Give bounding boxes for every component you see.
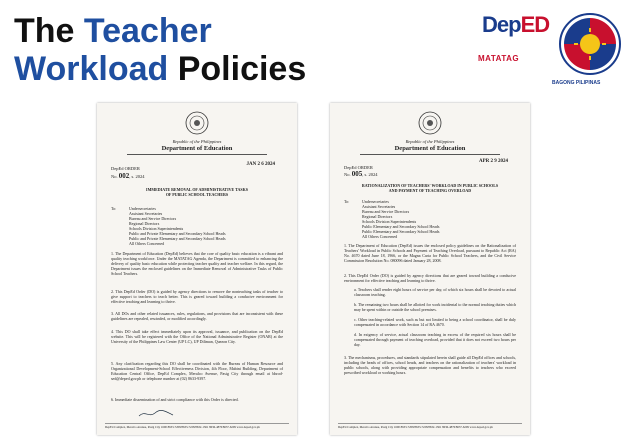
title-line-1 xyxy=(14,12,306,50)
order-number-prefix: No. xyxy=(344,172,351,177)
recipient: Assistant Secretaries xyxy=(362,204,396,209)
paragraph-4: 4. This DO shall take effect immediately upon its approval, issuance, and publication on the DepEd website. This will be registered with the Office of the National Administrative Register (ONAR) at the University of the Philippines Law Center (UP LC), UP Diliman, Quezon City. xyxy=(111,329,283,344)
deped-logo-text-b: ED xyxy=(520,12,550,37)
signature-mark xyxy=(137,409,177,419)
recipient: Regional Directors xyxy=(362,214,393,219)
recipient: All Others Concerned xyxy=(129,241,165,246)
order-year: , s. 2024 xyxy=(129,174,145,179)
order-subject-line-2: AND PAYMENT OF TEACHING OVERLOAD xyxy=(388,188,472,193)
item-d: d. In exigency of service, actual classroom teaching in excess of the required six hours shall be compensated through payment of teaching overload, provided that it does not exceed two hours per day. xyxy=(354,332,516,347)
recipient: Undersecretaries xyxy=(129,206,156,211)
order-number-prefix: No. xyxy=(111,174,118,179)
recipient: Bureau and Service Directors xyxy=(362,209,410,214)
title-word-policies: Policies xyxy=(177,50,307,88)
paragraph-2: 2. This DepEd Order (DO) is guided by agency directions that are geared toward building a conducive environment for effective teaching and learning to thrive. xyxy=(344,273,516,283)
order-subject xyxy=(119,187,275,197)
bagong-pilipinas-label: BAGONG PILIPINAS xyxy=(552,80,601,86)
order-subject xyxy=(352,183,508,193)
recipients-block xyxy=(111,206,226,246)
deped-seal-icon xyxy=(185,111,209,135)
item-b: b. The remaining two hours shall be allotted for work incidental to the normal teaching duties which may be spent within or outside the school premises. xyxy=(354,302,516,312)
paragraph-2: 2. This DepEd Order (DO) is guided by agency directions to remove the nonteaching tasks of teacher to give support to teachers to teach better. This is geared toward building a conducive environment for effective teaching and learning to thrive. xyxy=(111,289,283,304)
order-year: , s. 2024 xyxy=(362,172,378,177)
order-subject-line-1: IMMEDIATE REMOVAL OF ADMINISTRATIVE TASKS xyxy=(146,187,248,192)
title-word-teacher: Teacher xyxy=(83,12,212,50)
recipients-block xyxy=(344,199,440,239)
department-heading: Department of Education xyxy=(394,145,466,152)
paragraph-3: 3. All DOs and other related issuances, rules, regulations, and provisions that are inconsistent with these guidelines are repealed, rescinded, or modified accordingly. xyxy=(111,311,283,321)
recipients-list xyxy=(129,206,226,246)
paragraph-6: 6. Immediate dissemination of and strict compliance with this Order is directed. xyxy=(111,397,239,402)
deped-seal-icon xyxy=(418,111,442,135)
republic-heading: Republic of the Philippines xyxy=(405,139,455,144)
header-divider xyxy=(127,154,267,155)
document-footer: DepEd Complex, Meralco Avenue, Pasig City 1600 8633-7208/8633-7228/8632-1361 8636-4876/8637-6209 www.deped.gov.ph xyxy=(338,423,522,429)
order-date: APR 2 9 2024 xyxy=(478,159,508,164)
recipient: Assistant Secretaries xyxy=(129,211,163,216)
recipient: Bureau and Service Directors xyxy=(129,216,177,221)
republic-heading: Republic of the Philippines xyxy=(172,139,222,144)
title-word-workload: Workload xyxy=(14,50,169,88)
recipient: Schools Division Superintendents xyxy=(362,219,417,224)
title-word-the: The xyxy=(14,12,75,50)
paragraph-5: 5. Any clarification regarding this DO shall be coordinated with the Bureau of Human Resource and Organizational Development-School Effectiveness Division, 4th Floor, Mabini Building, Department of Education Central Office, DepEd Complex, Meralco Avenue, Pasig City through email at bhrod-sed@deped.gov.ph or telephone number at (02) 8633-9397. xyxy=(111,361,283,381)
order-subject-line-2: OF PUBLIC SCHOOL TEACHERS xyxy=(165,192,229,197)
recipient: Public and Private Elementary and Secondary School Heads xyxy=(129,231,226,236)
document-footer: DepEd Complex, Meralco Avenue, Pasig City 1600 8633-7208/8633-7228/8632-1361 8636-4876/8637-6209 www.deped.gov.ph xyxy=(105,423,289,429)
page-title xyxy=(14,12,306,88)
order-number xyxy=(344,170,378,178)
recipient: Regional Directors xyxy=(129,221,160,226)
recipients-list xyxy=(362,199,439,239)
paragraph-1: 1. The Department of Education (DepEd) issues the enclosed policy guidelines on the Rationalization of Teachers' Workload in Public Schools and Payment of Teaching Overload, pursuant to Republic Act (RA) No. 4670 dated June 18, 1966, or the Magna Carta for Public School Teachers, and the Civil Service Commission Resolution No. 080096 dated January 28, 2008. xyxy=(344,243,516,263)
item-a: a. Teachers shall render eight hours of service per day, of which six hours shall be devoted to actual classroom teaching. xyxy=(354,287,516,297)
bagong-pilipinas-logo xyxy=(558,12,622,76)
recipient: Public Elementary and Secondary School Heads xyxy=(362,229,440,234)
order-label: DepEd ORDER xyxy=(344,165,373,170)
deped-order-005-document xyxy=(330,103,530,435)
order-number-value: 002 xyxy=(118,172,130,180)
deped-logo xyxy=(482,12,550,38)
recipient: Public and Private Elementary and Secondary School Heads xyxy=(129,236,226,241)
deped-logo-text-a: Dep xyxy=(482,12,521,37)
paragraph-1: 1. The Department of Education (DepEd) believes that the core of quality basic education is a vibrant and quality teaching workforce. Under the MATATAG Agenda, the Department is committed to enhancing the delivery of quality basic education while protecting teacher quality and teacher welfare. In this regard, the Department issues the enclosed guidelines on the Immediate Removal of Administrative Tasks of Public School Teachers. xyxy=(111,251,283,276)
order-subject-line-1: RATIONALIZATION OF TEACHERS' WORKLOAD IN PUBLIC SCHOOLS xyxy=(361,183,499,188)
header-divider xyxy=(360,154,500,155)
item-c: c. Other teaching-related work, such as but not limited to being a school coordinator, shall be duly compensated in accordance with Section 14 of RA 4670. xyxy=(354,317,516,327)
title-line-2 xyxy=(14,50,306,88)
order-label: DepEd ORDER xyxy=(111,166,140,171)
to-label: To: xyxy=(111,206,117,211)
matatag-logo: MATATAG xyxy=(478,54,520,63)
recipient: Undersecretaries xyxy=(362,199,389,204)
recipient: Schools Division Superintendents xyxy=(129,226,184,231)
logo-group xyxy=(478,6,628,94)
recipient: Public Elementary and Secondary School Heads xyxy=(362,224,440,229)
recipient: All Others Concerned xyxy=(362,234,398,239)
order-date: JAN 2 6 2024 xyxy=(246,162,275,167)
deped-order-002-document xyxy=(97,103,297,435)
department-heading: Department of Education xyxy=(161,145,233,152)
order-number xyxy=(111,172,145,180)
to-label: To: xyxy=(344,199,350,204)
order-number-value: 005 xyxy=(351,170,363,178)
paragraph-3: 3. The mechanisms, procedures, and standards stipulated herein shall guide all DepEd offices and schools, including the heads of offices, school heads, and teachers on the rationalization of teachers' workload in public schools, along with providing appropriate compensation and benefits to teachers who exceed prescribed workload or working hours. xyxy=(344,355,516,375)
